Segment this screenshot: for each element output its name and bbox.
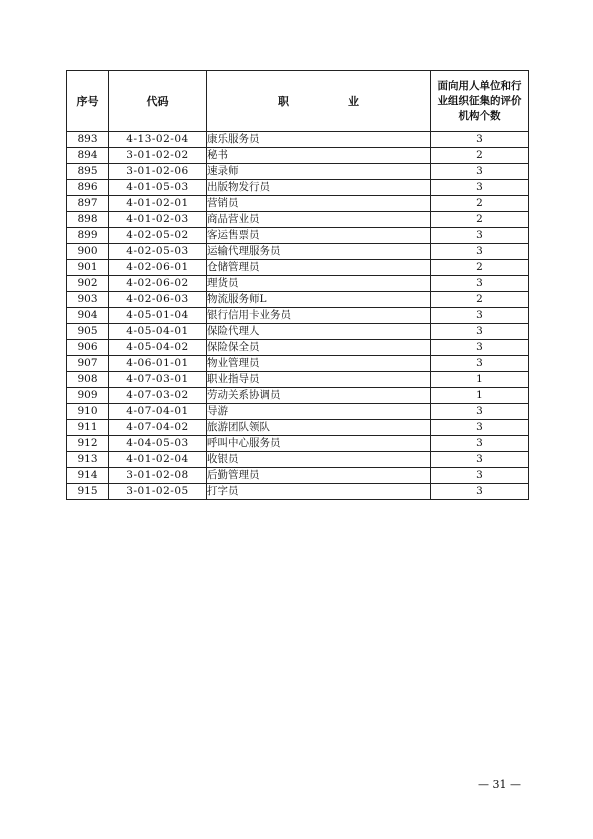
table-header-row	[67, 71, 529, 132]
table-row	[67, 180, 529, 196]
header-occupation	[207, 71, 431, 132]
cell-seq: 903	[67, 292, 109, 308]
cell-seq: 898	[67, 212, 109, 228]
table-row	[67, 276, 529, 292]
cell-code: 4-13-02-04	[109, 132, 207, 148]
cell-code: 4-01-02-01	[109, 196, 207, 212]
cell-agency-count: 3	[431, 228, 529, 244]
table-row	[67, 388, 529, 404]
cell-seq: 899	[67, 228, 109, 244]
cell-agency-count: 3	[431, 404, 529, 420]
cell-seq: 911	[67, 420, 109, 436]
cell-agency-count: 3	[431, 436, 529, 452]
cell-seq: 915	[67, 484, 109, 500]
cell-agency-count: 3	[431, 164, 529, 180]
table-row	[67, 324, 529, 340]
cell-code: 4-04-05-03	[109, 436, 207, 452]
table-row	[67, 292, 529, 308]
cell-agency-count: 3	[431, 340, 529, 356]
cell-occupation: 劳动关系协调员	[207, 388, 431, 404]
cell-seq: 897	[67, 196, 109, 212]
cell-seq: 900	[67, 244, 109, 260]
cell-occupation: 秘书	[207, 148, 431, 164]
cell-occupation: 运输代理服务员	[207, 244, 431, 260]
cell-occupation: 仓储管理员	[207, 260, 431, 276]
cell-agency-count: 2	[431, 260, 529, 276]
cell-seq: 896	[67, 180, 109, 196]
table-body	[67, 132, 529, 500]
cell-occupation: 保险保全员	[207, 340, 431, 356]
cell-agency-count: 2	[431, 292, 529, 308]
cell-agency-count: 3	[431, 420, 529, 436]
cell-occupation: 出版物发行员	[207, 180, 431, 196]
cell-code: 4-07-04-01	[109, 404, 207, 420]
table-row	[67, 372, 529, 388]
cell-code: 4-05-04-01	[109, 324, 207, 340]
table-row	[67, 148, 529, 164]
cell-code: 4-05-01-04	[109, 308, 207, 324]
cell-occupation: 康乐服务员	[207, 132, 431, 148]
table-row	[67, 436, 529, 452]
cell-code: 4-01-02-03	[109, 212, 207, 228]
cell-code: 4-06-01-01	[109, 356, 207, 372]
cell-code: 3-01-02-06	[109, 164, 207, 180]
cell-code: 4-01-02-04	[109, 452, 207, 468]
cell-code: 4-07-04-02	[109, 420, 207, 436]
cell-seq: 894	[67, 148, 109, 164]
table-row	[67, 468, 529, 484]
cell-occupation: 后勤管理员	[207, 468, 431, 484]
table-row	[67, 260, 529, 276]
cell-seq: 906	[67, 340, 109, 356]
table-row	[67, 196, 529, 212]
cell-seq: 905	[67, 324, 109, 340]
table-row	[67, 132, 529, 148]
cell-agency-count: 2	[431, 148, 529, 164]
cell-occupation: 打字员	[207, 484, 431, 500]
header-agency-count: 面向用人单位和行业组织征集的评价机构个数	[431, 71, 529, 132]
header-seq: 序号	[67, 71, 109, 132]
cell-seq: 913	[67, 452, 109, 468]
cell-code: 4-02-05-02	[109, 228, 207, 244]
cell-occupation: 理货员	[207, 276, 431, 292]
cell-agency-count: 3	[431, 180, 529, 196]
cell-agency-count: 2	[431, 196, 529, 212]
cell-occupation: 旅游团队领队	[207, 420, 431, 436]
cell-occupation: 客运售票员	[207, 228, 431, 244]
cell-code: 3-01-02-05	[109, 484, 207, 500]
cell-occupation: 物业管理员	[207, 356, 431, 372]
cell-code: 4-07-03-02	[109, 388, 207, 404]
cell-code: 4-05-04-02	[109, 340, 207, 356]
cell-code: 4-07-03-01	[109, 372, 207, 388]
table-row	[67, 356, 529, 372]
cell-code: 4-01-05-03	[109, 180, 207, 196]
cell-seq: 912	[67, 436, 109, 452]
cell-seq: 904	[67, 308, 109, 324]
cell-seq: 910	[67, 404, 109, 420]
cell-seq: 901	[67, 260, 109, 276]
cell-agency-count: 3	[431, 132, 529, 148]
cell-seq: 902	[67, 276, 109, 292]
cell-code: 4-02-05-03	[109, 244, 207, 260]
table-row	[67, 212, 529, 228]
cell-occupation: 物流服务师L	[207, 292, 431, 308]
header-occupation-label: 职 业	[278, 94, 383, 108]
cell-occupation: 营销员	[207, 196, 431, 212]
table-row	[67, 164, 529, 180]
cell-seq: 907	[67, 356, 109, 372]
cell-seq: 908	[67, 372, 109, 388]
cell-occupation: 保险代理人	[207, 324, 431, 340]
cell-occupation: 速录师	[207, 164, 431, 180]
cell-seq: 914	[67, 468, 109, 484]
cell-agency-count: 3	[431, 452, 529, 468]
table-row	[67, 404, 529, 420]
cell-occupation: 呼叫中心服务员	[207, 436, 431, 452]
cell-occupation: 导游	[207, 404, 431, 420]
cell-occupation: 职业指导员	[207, 372, 431, 388]
table-row	[67, 228, 529, 244]
cell-seq: 909	[67, 388, 109, 404]
cell-agency-count: 3	[431, 324, 529, 340]
table-row	[67, 308, 529, 324]
cell-agency-count: 3	[431, 308, 529, 324]
table-row	[67, 340, 529, 356]
header-code: 代码	[109, 71, 207, 132]
cell-seq: 895	[67, 164, 109, 180]
cell-code: 4-02-06-01	[109, 260, 207, 276]
page-number: — 31 —	[478, 778, 521, 791]
cell-occupation: 收银员	[207, 452, 431, 468]
table-row	[67, 420, 529, 436]
cell-code: 4-02-06-02	[109, 276, 207, 292]
cell-agency-count: 3	[431, 276, 529, 292]
cell-agency-count: 1	[431, 372, 529, 388]
cell-agency-count: 3	[431, 468, 529, 484]
table-row	[67, 484, 529, 500]
cell-agency-count: 3	[431, 356, 529, 372]
cell-occupation: 商品营业员	[207, 212, 431, 228]
cell-agency-count: 3	[431, 244, 529, 260]
cell-occupation: 银行信用卡业务员	[207, 308, 431, 324]
cell-agency-count: 2	[431, 212, 529, 228]
occupation-table	[66, 70, 529, 500]
cell-agency-count: 1	[431, 388, 529, 404]
cell-agency-count: 3	[431, 484, 529, 500]
table-row	[67, 244, 529, 260]
cell-code: 3-01-02-02	[109, 148, 207, 164]
cell-code: 4-02-06-03	[109, 292, 207, 308]
cell-seq: 893	[67, 132, 109, 148]
table-row	[67, 452, 529, 468]
cell-code: 3-01-02-08	[109, 468, 207, 484]
